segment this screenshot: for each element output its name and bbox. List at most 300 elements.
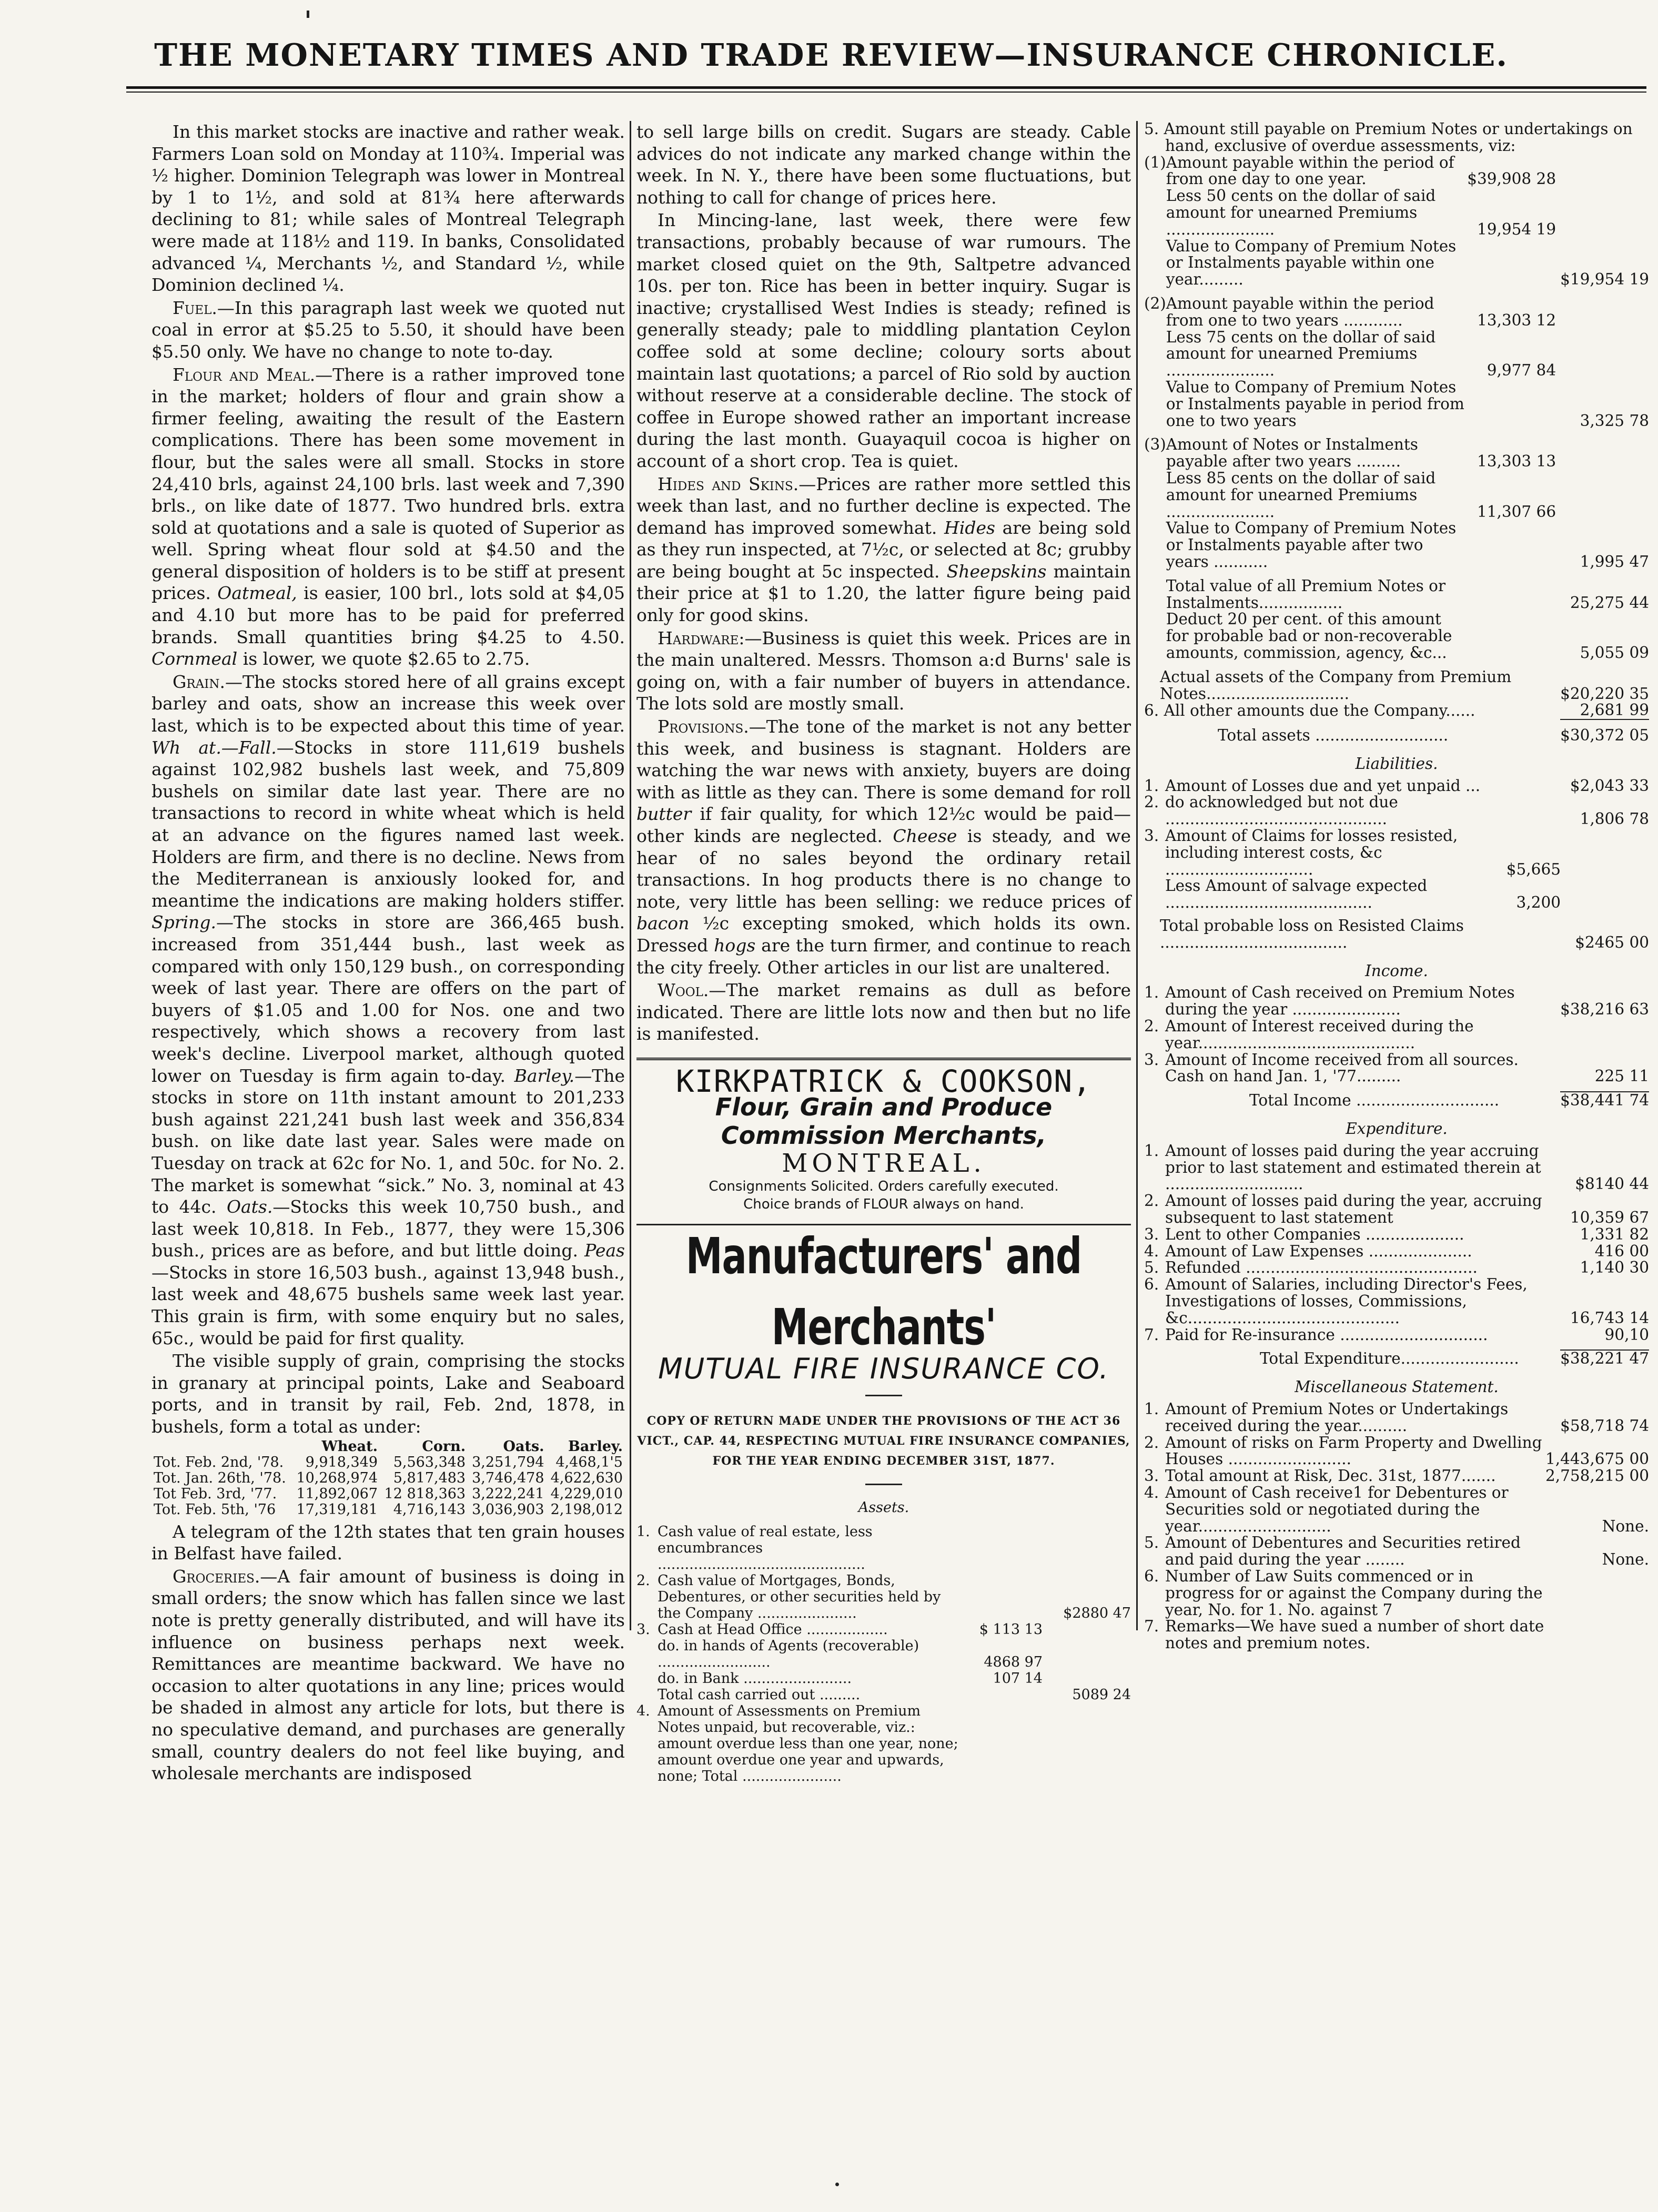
assets-title: Assets. bbox=[858, 1499, 909, 1516]
butter-word: butter bbox=[636, 804, 692, 825]
statement-row bbox=[1144, 520, 1649, 570]
statement-row bbox=[1144, 1260, 1649, 1276]
row-label: Amount payable within the period from one to two years ............ bbox=[1166, 294, 1434, 329]
wool-paragraph bbox=[636, 979, 1131, 1045]
outer-amount bbox=[1545, 1618, 1649, 1652]
row-number: 2. bbox=[1144, 793, 1159, 811]
flour-heading: Flour and Meal. bbox=[173, 364, 316, 385]
inner-amount bbox=[1467, 520, 1560, 570]
short-rule-2 bbox=[865, 1484, 902, 1485]
statement-row bbox=[636, 1524, 1131, 1572]
column-divider-left bbox=[630, 121, 631, 1630]
actual-assets-row: Actual assets of the Company from Premium Notes............................. $20,220 35 bbox=[1160, 667, 1649, 703]
scan-mark-top bbox=[307, 11, 309, 18]
row-number bbox=[1144, 578, 1166, 612]
grain-table-cell: 3,222,241 bbox=[472, 1485, 544, 1502]
row-number: 3. bbox=[1144, 1050, 1159, 1069]
premium-notes-table bbox=[1144, 155, 1649, 662]
insurance-name: Manufacturers' and Merchants' bbox=[685, 1227, 1082, 1356]
row-number bbox=[636, 1670, 658, 1687]
oatmeal-word: Oatmeal, bbox=[217, 583, 297, 604]
barley-word: Barley. bbox=[514, 1065, 575, 1086]
wool-heading: Wool. bbox=[658, 980, 709, 1001]
inner-amount: $ 113 13 bbox=[979, 1621, 1043, 1638]
total-income-row: Total Income ............................. $38,441 74 bbox=[1249, 1091, 1649, 1110]
outer-amount bbox=[1047, 1703, 1131, 1784]
row-label: Amount of Income received from all sources. Cash on hand Jan. 1, '77......... bbox=[1165, 1050, 1519, 1085]
misc-table bbox=[1144, 1401, 1649, 1652]
inner-amount bbox=[1467, 611, 1560, 661]
outer-amount: $38,216 63 bbox=[1560, 1000, 1649, 1019]
groceries-text: —A fair amount of business is doing in small orders; the snow which has fallen since we last note is pretty generally distributed, and will have its influence on business perhaps next week. Remittances are meantime backward. We have no occasion to alter quotations in any line; prices would be shaded in almost any article for lots, but there is no speculative demand, and purchases are generally small, country dealers do not feel like buying, and wholesale merchants are indisposed bbox=[151, 1566, 625, 1784]
resisted-claims bbox=[1144, 918, 1649, 951]
row-number: 4. bbox=[636, 1703, 650, 1720]
outer-amount bbox=[1560, 437, 1649, 470]
statement-row bbox=[1144, 611, 1649, 661]
statement-row bbox=[1144, 1143, 1649, 1193]
row-number: 6. bbox=[1144, 1567, 1159, 1585]
outer-amount bbox=[1560, 470, 1649, 520]
inner-amount bbox=[964, 1687, 1047, 1703]
outer-amount: $2,043 33 bbox=[1570, 776, 1649, 795]
statement-row bbox=[1144, 437, 1649, 470]
row-number bbox=[1144, 470, 1166, 520]
income-table bbox=[1144, 985, 1649, 1085]
inner-amount bbox=[964, 1703, 1047, 1784]
inner-amount bbox=[1482, 794, 1565, 828]
ad-firm-name: KIRKPATRICK & COOKSON, bbox=[675, 1063, 1092, 1099]
row-label: Total amount at Risk, Dec. 31st, 1877....... bbox=[1165, 1467, 1496, 1485]
other-amounts-row: 6. All other amounts due the Company...... 2,681 99 bbox=[1144, 701, 1649, 720]
grain-table-cell: 5,817,483 bbox=[393, 1469, 466, 1486]
hides-paragraph bbox=[636, 473, 1131, 626]
grain-table-header bbox=[151, 1439, 625, 1455]
header-rule-thick bbox=[126, 86, 1646, 89]
grain-table-cell: 5,563,348 bbox=[393, 1454, 466, 1470]
spring-word: Spring. bbox=[151, 912, 216, 933]
row-number: 2. bbox=[636, 1572, 650, 1589]
grain-table-cell: 3,746,478 bbox=[472, 1469, 544, 1486]
bacon-word: bacon bbox=[636, 913, 690, 934]
statement-row bbox=[1144, 379, 1649, 429]
grain-table-cell: 2,198,012 bbox=[550, 1501, 623, 1518]
outer-amount: 2,758,215 00 bbox=[1545, 1467, 1649, 1485]
row-label: Lent to other Companies .................... bbox=[1165, 1225, 1464, 1243]
resisted-claims-row: Total probable loss on Resisted Claims ...................................... $2465 00 bbox=[1160, 917, 1649, 951]
peas-word: Peas bbox=[584, 1240, 625, 1261]
outer-amount: 25,275 44 bbox=[1570, 593, 1649, 612]
row-label: Amount of risks on Farm Property and Dwelling Houses ......................... bbox=[1165, 1433, 1542, 1468]
statement-row bbox=[636, 1621, 1131, 1638]
hogs-word: hogs bbox=[714, 935, 756, 956]
row-number: 3. bbox=[636, 1621, 650, 1638]
middle-column bbox=[636, 121, 1131, 1784]
row-number: 3. bbox=[1144, 1225, 1159, 1243]
row-label: Amount of losses paid during the year, accruing subsequent to last statement bbox=[1165, 1192, 1542, 1227]
ad-line-1: Consignments Solicited. Orders carefully executed. bbox=[709, 1179, 1059, 1195]
statement-row bbox=[1144, 1568, 1649, 1618]
statement-row bbox=[636, 1703, 1131, 1784]
inner-amount: 4868 97 bbox=[984, 1654, 1043, 1671]
statement-row bbox=[1144, 1018, 1649, 1052]
row-label: Cash value of Mortgages, Bonds, Debentures, or other securities held by the Company ...................... bbox=[658, 1572, 941, 1622]
row-label: Number of Law Suits commenced or in progress for or against the Company during the year, No. for 1. No. against 7 bbox=[1165, 1567, 1543, 1619]
statement-row bbox=[1144, 1485, 1649, 1535]
income-total bbox=[1144, 1091, 1649, 1109]
row-number: (1) bbox=[1144, 153, 1166, 171]
statement-row bbox=[1144, 1052, 1649, 1085]
grain-table-cell: Tot Feb. 3rd, '77. bbox=[154, 1485, 277, 1502]
provisions-paragraph bbox=[636, 716, 1131, 978]
outer-amount: $2880 47 bbox=[1063, 1605, 1131, 1622]
statement-row bbox=[636, 1670, 1131, 1687]
outer-amount bbox=[1047, 1670, 1131, 1687]
stocks-paragraph: In this market stocks are inactive and rather weak. Farmers Loan sold on Monday at 110¾. Imperial was ½ higher. Dominion Telegraph was lower in Montreal by 1 to 1½, and sold at 81¾ here afterwards declining to 81; while sales of Montreal Telegraph were made at 118½ and 119. In banks, Consolidated advanced ¼, Merchants ½, and Standard ½, while Dominion declined ¼. bbox=[151, 121, 625, 296]
grain-text-b: —Stocks in store 111,619 bushels against 102,982 bushels last week, and 75,809 bushels on similar date last year. There are no transactions to record in white wheat which is held at an advance on the figures named last week. Holders are firm, and there is no decline. News from the Mediterranean is anxiously looked for, and meantime the indications are making holders stiffer. bbox=[151, 737, 625, 911]
grain-supply-table bbox=[151, 1439, 625, 1518]
header-rule-thin bbox=[126, 92, 1646, 93]
statement-row bbox=[1144, 985, 1649, 1018]
row-number: 5. bbox=[1144, 1534, 1159, 1552]
statement-row bbox=[1144, 296, 1649, 329]
grain-text-a: —The stocks stored here of all grains except barley and oats, show an increase this week over last, which is to be expected about this time of year. bbox=[151, 671, 625, 736]
expenditure-table bbox=[1144, 1143, 1649, 1344]
row-number: 2. bbox=[1144, 1192, 1159, 1210]
hardware-paragraph bbox=[636, 627, 1131, 715]
grain-table-cell: 3,251,794 bbox=[472, 1454, 544, 1470]
statement-row bbox=[1144, 778, 1649, 795]
kirkpatrick-advertisement bbox=[636, 1058, 1131, 1225]
row-label: Value to Company of Premium Notes or Instalments payable within one year......... bbox=[1166, 237, 1457, 289]
row-label: Amount of Debentures and Securities retired and paid during the year ........ bbox=[1165, 1534, 1521, 1569]
hides-text-b: are being sold as they run inspected, at 7½c, or selected at 8c; grubby are being bought at 5c inspected. bbox=[636, 517, 1131, 582]
inner-amount: $39,908 28 bbox=[1467, 170, 1556, 188]
groceries-paragraph bbox=[151, 1566, 625, 1784]
outer-amount: None. bbox=[1602, 1517, 1649, 1535]
grain-table-cell: 4,716,143 bbox=[393, 1501, 466, 1518]
grain-table-row bbox=[151, 1486, 625, 1502]
grain-col-header: Corn. bbox=[422, 1438, 466, 1455]
row-label: Less 75 cents on the dollar of said amount for unearned Premiums ...................... bbox=[1166, 328, 1436, 380]
hides-text-a: —Prices are rather more settled this week than last, and no further decline is expected. The demand has improved somewhat. bbox=[636, 473, 1131, 538]
outer-amount bbox=[1047, 1621, 1131, 1638]
row-label: do acknowledged but not due ............................................. bbox=[1165, 793, 1398, 828]
inner-amount bbox=[964, 1572, 1047, 1621]
row-number: 1. bbox=[1144, 1141, 1159, 1160]
outer-amount: 1,806 78 bbox=[1580, 810, 1649, 828]
ad-trade-line: Flour, Grain and Produce Commission Merchants, bbox=[715, 1092, 1053, 1150]
outer-amount: $8140 44 bbox=[1575, 1175, 1649, 1193]
insurance-return bbox=[636, 1227, 1131, 1485]
row-label: Cash value of real estate, less encumbrances .............................................. bbox=[658, 1524, 873, 1573]
inner-amount bbox=[1482, 778, 1565, 795]
outer-amount: 10,359 67 bbox=[1570, 1209, 1649, 1227]
outer-amount: $19,954 19 bbox=[1560, 270, 1649, 289]
outer-amount bbox=[1560, 329, 1649, 379]
inner-amount: 19,954 19 bbox=[1477, 220, 1556, 238]
outer-amount bbox=[1047, 1524, 1131, 1572]
row-number bbox=[1144, 878, 1165, 911]
statement-row bbox=[1144, 1327, 1649, 1344]
grain-text-f: —Stocks in store 16,503 bush., against 13,948 bush., last week and 48,675 bushels same week last year. This grain is firm, with some enquiry but no sales, 65c., would be paid for first quality. bbox=[151, 1262, 625, 1348]
row-label: Amount of Premium Notes or Undertakings received during the year.......... bbox=[1165, 1399, 1509, 1435]
sugar-paragraph: to sell large bills on credit. Sugars are steady. Cable advices do not indicate any marked change within the week. In N. Y., there have been some fluctuations, but nothing to call for change of prices here. bbox=[636, 121, 1131, 208]
statement-row bbox=[1144, 1243, 1649, 1260]
statement-row bbox=[1144, 1193, 1649, 1226]
row-label: Deduct 20 per cent. of this amount for probable bad or non-recoverable amounts, commission, agency, &c... bbox=[1166, 610, 1452, 662]
wool-text: —The market remains as dull as before indicated. There are little lots now and then but no life is manifested. bbox=[636, 980, 1131, 1044]
statement-row bbox=[1144, 1618, 1649, 1652]
row-label: Total value of all Premium Notes or Instalments................. bbox=[1166, 576, 1446, 612]
scan-mark-bottom bbox=[835, 2183, 839, 2186]
cornmeal-word: Cornmeal bbox=[151, 648, 238, 669]
statement-row bbox=[1144, 329, 1649, 379]
outer-amount bbox=[1565, 878, 1649, 911]
outer-amount: 16,743 14 bbox=[1570, 1308, 1649, 1327]
hides-text-c: maintain their price at $1 to 1.20, the latter figure being paid only for good skins. bbox=[636, 561, 1131, 626]
fuel-heading: Fuel. bbox=[173, 297, 217, 318]
row-label: Less 85 cents on the dollar of said amount for unearned Premiums ...................... bbox=[1166, 469, 1436, 521]
grain-table-cell: Tot. Feb. 2nd, '78. bbox=[154, 1454, 284, 1470]
oats-word: Oats. bbox=[226, 1196, 273, 1217]
row-label: Amount payable within the period of from one day to one year. bbox=[1166, 153, 1454, 188]
grain-table-row bbox=[151, 1502, 625, 1518]
row-number: 6. bbox=[1144, 1275, 1159, 1294]
statement-row bbox=[1144, 1226, 1649, 1243]
flour-text-a: —There is a rather improved tone in the market; holders of flour and grain show a firmer feeling, awaiting the result of the Eastern complications. There has been some movement in flour, but the sales were all small. Stocks in store 24,410 brls, against 24,100 brls. last week and 7,390 brls., on like date of 1877. Two hundred brls. extra sold at quotations and a sale is quoted of Superior as well. Spring wheat flour sold at $4.50 and the general disposition of holders is to be stiff at present prices. bbox=[151, 364, 625, 604]
grain-col-header: Barley. bbox=[568, 1438, 623, 1455]
inner-amount bbox=[1467, 379, 1560, 429]
outer-amount bbox=[1545, 1568, 1649, 1618]
outer-amount: 90,10 bbox=[1604, 1325, 1649, 1344]
row-number: 5. bbox=[1144, 1259, 1159, 1277]
prov-text-e: are the turn firmer, and continue to reach the city freely. Other articles in our list are unaltered. bbox=[636, 935, 1131, 978]
outer-amount: 5089 24 bbox=[1072, 1687, 1131, 1703]
row-label: Amount of Salaries, including Director's Fees, Investigations of losses, Commissions, &c........................................... bbox=[1165, 1275, 1528, 1327]
column-divider-right bbox=[1136, 121, 1138, 1630]
statement-row bbox=[1144, 155, 1649, 188]
outer-amount: 5,055 09 bbox=[1580, 643, 1649, 662]
provisions-heading: Provisions. bbox=[658, 716, 749, 737]
row-number: 3. bbox=[1144, 827, 1159, 845]
statement-row bbox=[1144, 578, 1649, 612]
total-expenditure-row: Total Expenditure........................ $38,221 47 bbox=[1260, 1349, 1649, 1368]
row-number bbox=[1144, 329, 1166, 379]
grain-col-header: Oats. bbox=[503, 1438, 544, 1455]
right-column bbox=[1144, 121, 1649, 1652]
flour-text-b: is easier, 100 brl., lots sold at $4,05 and 4.10 but more has to be paid for preferred brands. Small quantities bring $4.25 to 4.50. bbox=[151, 583, 625, 647]
grain-table-cell: Tot. Jan. 26th, '78. bbox=[154, 1469, 286, 1486]
row-label: Paid for Re-insurance .............................. bbox=[1165, 1325, 1488, 1344]
hardware-text: :—Business is quiet this week. Prices are in the main unaltered. Messrs. Thomson a:d Burns' sale is going on, with a fair number of buyers in attendance. The lots sold are mostly small. bbox=[636, 627, 1131, 714]
row-label: Amount of Notes or Instalments payable after two years ......... bbox=[1166, 435, 1418, 471]
cheese-word: Cheese bbox=[893, 826, 957, 846]
inner-amount: 11,307 66 bbox=[1477, 502, 1556, 521]
statement-row bbox=[1144, 828, 1649, 878]
row-number: 2. bbox=[1144, 1017, 1159, 1036]
row-label: Cash at Head Office .................. bbox=[658, 1621, 888, 1638]
assets-summary bbox=[1144, 669, 1649, 744]
grain-table-cell: 11,892,067 bbox=[296, 1485, 378, 1502]
row-label: Total cash carried out ......... bbox=[658, 1687, 861, 1703]
statement-row bbox=[1144, 470, 1649, 520]
row-number bbox=[1144, 238, 1166, 288]
row-label: Remarks—We have sued a number of short date notes and premium notes. bbox=[1165, 1617, 1544, 1652]
row-number bbox=[1144, 379, 1166, 429]
row-label: Amount of losses paid during the year accruing prior to last statement and estimated therein at ............................ bbox=[1165, 1141, 1541, 1193]
outer-amount bbox=[1560, 1018, 1649, 1052]
prov-text-c: is steady, and we hear of no sales beyond the ordinary retail transactions. In hog products there is no change to note, very little has been selling: we reduce prices of bbox=[636, 826, 1131, 912]
left-column bbox=[151, 121, 625, 1785]
grain-col-header: Wheat. bbox=[321, 1438, 378, 1455]
row-label: Less Amount of salvage expected .......................................... bbox=[1165, 877, 1428, 912]
wheat-fall-word: Wh at.—Fall. bbox=[151, 737, 277, 758]
row-label: Amount of Assessments on Premium Notes unpaid, but recoverable, viz.: amount overdue less than one year, none; amount overdue one year and upwards, none; Total ...................... bbox=[658, 1703, 958, 1785]
inner-amount bbox=[964, 1524, 1047, 1572]
statement-row bbox=[1144, 188, 1649, 238]
grain-table-cell: 3,036,903 bbox=[472, 1501, 544, 1518]
outer-amount bbox=[1560, 188, 1649, 238]
liabilities-table bbox=[1144, 778, 1649, 911]
liabilities-title: Liabilities. bbox=[1355, 754, 1438, 773]
prov-text-a: —The tone of the market is not any better this week, and business is stagnant. Holders are watching the war news with anxiety, buyers are doing with as little as they can. There is some demand for roll bbox=[636, 716, 1131, 803]
return-caption: COPY OF RETURN MADE UNDER THE PROVISIONS OF THE ACT 36 VICT., CAP. 44, RESPECTING MUTUAL FIRE INSURANCE COMPANIES, FOR THE YEAR ENDING DECEMBER 31ST, 1877. bbox=[637, 1414, 1130, 1468]
outer-amount: 1,995 47 bbox=[1580, 552, 1649, 571]
statement-row bbox=[1144, 1276, 1649, 1326]
outer-amount: 225 11 bbox=[1594, 1067, 1649, 1085]
fuel-paragraph bbox=[151, 297, 625, 363]
telegram-paragraph: A telegram of the 12th states that ten grain houses in Belfast have failed. bbox=[151, 1521, 625, 1564]
outer-amount: 1,443,675 00 bbox=[1545, 1450, 1649, 1468]
inner-amount: 9,977 84 bbox=[1487, 361, 1556, 380]
row-label: Amount of Cash received on Premium Notes during the year ...................... bbox=[1165, 983, 1515, 1019]
hides-word: Hides bbox=[944, 517, 995, 538]
row-number: 7. bbox=[1144, 1325, 1159, 1344]
row-label: Amount of Claims for losses resisted, including interest costs, &c .............................. bbox=[1165, 827, 1458, 878]
grain-table-cell: 17,319,181 bbox=[296, 1501, 378, 1518]
row-number: 1. bbox=[1144, 983, 1159, 1002]
expenditure-title: Expenditure. bbox=[1346, 1120, 1448, 1138]
groceries-heading: Groceries. bbox=[173, 1566, 260, 1587]
outer-amount: $58,718 74 bbox=[1560, 1416, 1649, 1435]
grain-table-cell: 4,468,1'5 bbox=[555, 1454, 623, 1470]
row-label: Amount of Interest received during the year............................................ bbox=[1165, 1017, 1474, 1052]
grain-text-c: —The stocks in store are 366,465 bush. increased from 351,444 bush., last week as compared with only 150,129 bush., on corresponding week of last year. There are offers on the part of buyers of $1.05 and 1.00 for Nos. one and two respectively, which shows a recovery from last week's decline. Liverpool market, although quoted lower on Tuesday is firm again to-day. bbox=[151, 912, 625, 1086]
outer-amount: 1,331 82 bbox=[1580, 1225, 1649, 1243]
grain-table-cell: 4,622,630 bbox=[550, 1469, 623, 1486]
row-label: Value to Company of Premium Notes or Instalments payable after two years ........... bbox=[1166, 519, 1457, 571]
row-number: 3. bbox=[1144, 1467, 1159, 1485]
inner-amount: 13,303 13 bbox=[1477, 452, 1556, 471]
row-number: 2. bbox=[1144, 1433, 1159, 1452]
row-number: 4. bbox=[1144, 1483, 1159, 1501]
hardware-heading: Hardware bbox=[658, 627, 739, 648]
flour-paragraph bbox=[151, 364, 625, 670]
grain-table-cell: 12 818,363 bbox=[384, 1485, 466, 1502]
hides-heading: Hides and Skins. bbox=[658, 473, 799, 494]
inner-amount bbox=[1467, 238, 1560, 288]
premium-notes-intro: 5. Amount still payable on Premium Notes or undertakings on hand, exclusive of overdue assessments, viz: bbox=[1144, 120, 1633, 155]
row-number: 1. bbox=[1144, 776, 1159, 795]
row-number: 7. bbox=[1144, 1617, 1159, 1636]
row-number: 1. bbox=[636, 1524, 650, 1540]
outer-amount bbox=[1047, 1638, 1131, 1670]
row-label: Value to Company of Premium Notes or Instalments payable in period from one to two years bbox=[1166, 378, 1464, 430]
visible-supply-paragraph: The visible supply of grain, comprising the stocks in granary at principal points, Lake and Seaboard ports, and in transit by rail, Feb. 2nd, 1878, in bushels, form a total as under: bbox=[151, 1351, 625, 1437]
outer-amount: 416 00 bbox=[1594, 1242, 1649, 1260]
outer-amount: 1,140 30 bbox=[1580, 1259, 1649, 1277]
misc-title: Miscellaneous Statement. bbox=[1295, 1378, 1499, 1396]
row-number bbox=[636, 1687, 658, 1703]
outer-amount bbox=[1565, 828, 1649, 878]
page-header: THE MONETARY TIMES AND TRADE REVIEW—INSURANCE CHRONICLE. bbox=[154, 37, 1508, 73]
grain-table-cell: 4,229,010 bbox=[550, 1485, 623, 1502]
grain-paragraph bbox=[151, 671, 625, 1349]
row-number: (2) bbox=[1144, 294, 1166, 312]
row-label: Amount of Losses due and yet unpaid ... bbox=[1165, 776, 1481, 795]
row-number bbox=[636, 1638, 658, 1670]
short-rule bbox=[865, 1395, 902, 1396]
inner-amount: 107 14 bbox=[993, 1670, 1043, 1687]
grain-text-e: —Stocks this week 10,750 bush., and last week 10,818. In Feb., 1877, they were 15,306 bush., prices are as before, and but little doing. bbox=[151, 1196, 625, 1261]
expenditure-total bbox=[1144, 1349, 1649, 1367]
row-label: Amount of Law Expenses ..................... bbox=[1165, 1242, 1472, 1260]
row-number bbox=[1144, 611, 1166, 661]
flour-text-c: is lower, we quote $2.65 to 2.75. bbox=[242, 648, 530, 669]
total-assets-row: Total assets ........................... $30,372 05 bbox=[1144, 719, 1649, 744]
row-number: (3) bbox=[1144, 435, 1166, 454]
insurance-company: MUTUAL FIRE INSURANCE CO. bbox=[658, 1352, 1109, 1386]
prov-text-b: if fair quality, for which 12½c would be paid—other kinds are neglected. bbox=[636, 804, 1131, 846]
grain-col-header bbox=[151, 1439, 292, 1455]
row-number bbox=[1144, 188, 1166, 238]
assets-table bbox=[636, 1524, 1131, 1784]
outer-amount bbox=[1560, 155, 1649, 188]
row-label: Refunded ............................................... bbox=[1165, 1259, 1478, 1277]
grain-text-d: —The stocks in store on 11th instant amount to 201,233 bush against 221,241 bush last week and 356,834 bush. on like date last year. Sales were made on Tuesday on track at 62c for No. 1, and 50c. for No. 2. The market is somewhat “sick.” No. 3, nominal at 43 to 44c. bbox=[151, 1065, 625, 1217]
ad-city: MONTREAL. bbox=[782, 1148, 986, 1178]
grain-table-cell: 10,268,974 bbox=[296, 1469, 378, 1486]
inner-amount: 13,303 12 bbox=[1477, 311, 1556, 329]
statement-row bbox=[636, 1638, 1131, 1670]
inner-amount: $5,665 bbox=[1506, 860, 1561, 878]
grain-table-cell: Tot. Feb. 5th, '76 bbox=[154, 1501, 276, 1518]
row-number bbox=[1144, 520, 1166, 570]
statement-row bbox=[636, 1572, 1131, 1621]
grain-heading: Grain. bbox=[173, 671, 225, 692]
grain-table-cell: 9,918,349 bbox=[305, 1454, 378, 1470]
prov-text-d: ½c excepting smoked, which holds its own. Dressed bbox=[636, 913, 1131, 956]
inner-amount: 3,200 bbox=[1516, 894, 1561, 912]
statement-row bbox=[1144, 1468, 1649, 1485]
row-label: Amount of Cash receive1 for Debentures or Securities sold or negotiated during the year........................... bbox=[1165, 1483, 1509, 1535]
statement-row bbox=[1144, 1401, 1649, 1435]
statement-row bbox=[1144, 1535, 1649, 1568]
ad-line-2: Choice brands of FLOUR always on hand. bbox=[743, 1196, 1024, 1213]
row-number: 4. bbox=[1144, 1242, 1159, 1260]
income-title: Income. bbox=[1365, 961, 1428, 980]
statement-row bbox=[1144, 878, 1649, 911]
fuel-text: —In this paragraph last week we quoted nut coal in error at $5.25 to 5.50, it should have been $5.50 only. We have no change to note to-day. bbox=[151, 297, 625, 362]
outer-amount: 3,325 78 bbox=[1580, 411, 1649, 430]
outer-amount: None. bbox=[1602, 1550, 1649, 1569]
grain-table-row bbox=[151, 1455, 625, 1470]
row-label: Less 50 cents on the dollar of said amount for unearned Premiums ...................... bbox=[1166, 187, 1436, 238]
statement-row bbox=[1144, 1435, 1649, 1468]
row-label: do. in hands of Agents (recoverable) ......................... bbox=[658, 1638, 919, 1671]
outer-amount bbox=[1560, 296, 1649, 329]
statement-row bbox=[1144, 238, 1649, 288]
